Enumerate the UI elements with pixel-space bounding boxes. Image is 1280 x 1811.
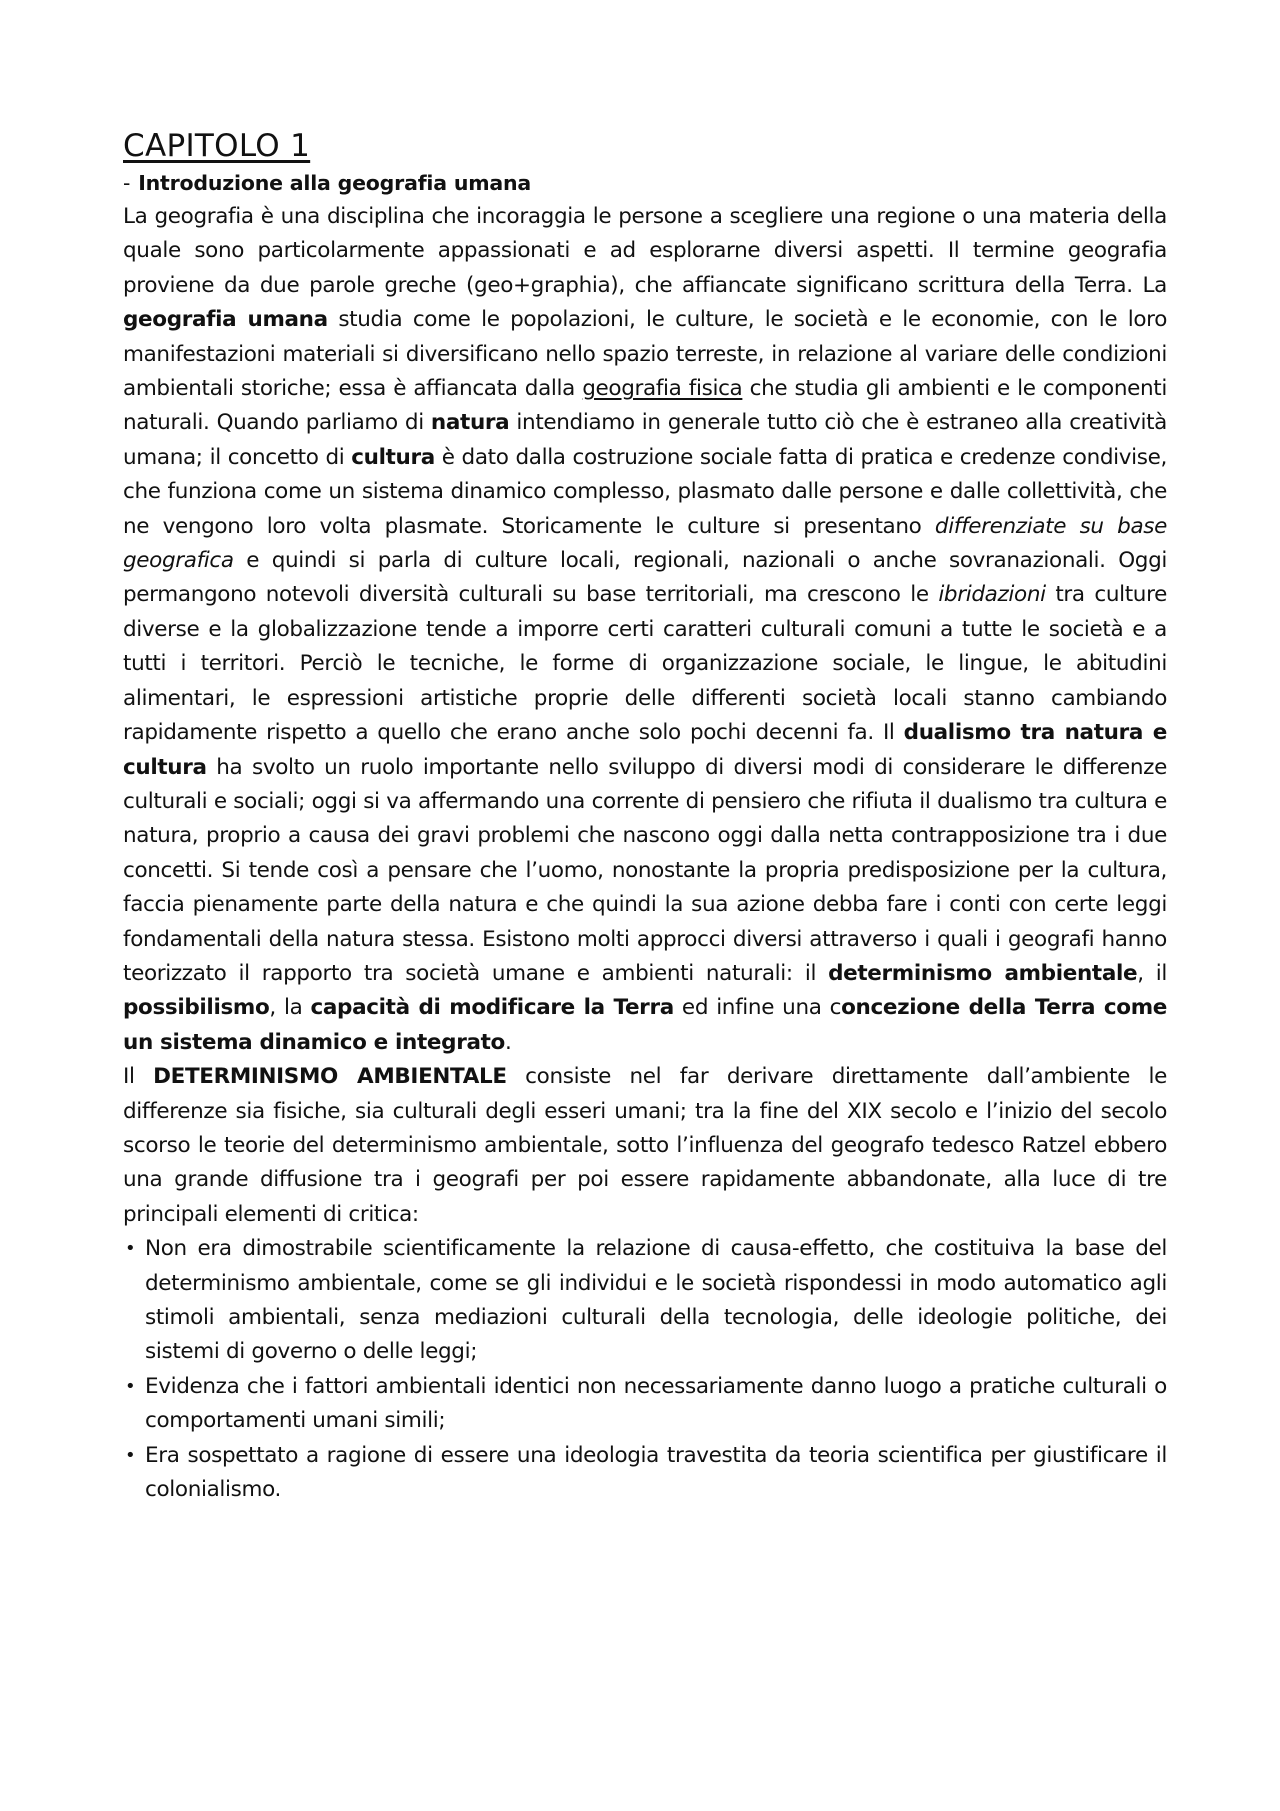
section-heading-text: Introduzione alla geografia umana (138, 171, 532, 195)
text-run: ha svolto un ruolo importante nello sviluppo di diversi modi di considerare le differenze culturali e sociali; oggi si va affermando una corrente di pensiero che rifiuta il dualismo tra cultura e natura, proprio a causa dei gravi problemi che nascono oggi dalla netta contrapposizione tra i due concetti. Si tende così a pensare che l’uomo, nonostante la propria predisposizione per la cultura, faccia pienamente parte della natura e che quindi la sua azione debba fare i conti con certe leggi fondamentali della natura stessa. Esistono molti approcci diversi attraverso i quali i geografi hanno teorizzato il rapporto tra società umane e ambienti naturali: il (123, 754, 1167, 986)
list-item-text: Era sospettato a ragione di essere una ideologia travestita da teoria scientifica per giustificare il colonialismo. (145, 1442, 1167, 1503)
section-heading (123, 166, 1167, 200)
text-run: , la (269, 995, 311, 1021)
list-item-text: Evidenza che i fattori ambientali identici non necessariamente danno luogo a pratiche culturali o comportamenti umani simili; (145, 1373, 1167, 1434)
bold-term-concezione: oncezione della Terra come un sistema dinamico e integrato (123, 995, 1167, 1055)
list-item (123, 1232, 1167, 1370)
text-run: che studia gli ambienti e le componenti naturali. Quando parliamo di (123, 376, 1167, 436)
list-item-text: Non era dimostrabile scientificamente la relazione di causa-effetto, che costituiva la base del determinismo ambientale, come se gli individui e le società rispondessi in modo automatico agli stimoli ambientali, senza mediazioni culturali della tecnologia, delle ideologie politiche, dei sistemi di governo o delle leggi; (145, 1236, 1167, 1365)
text-run: consiste nel far derivare direttamente dall’ambiente le differenze sia fisiche, sia culturali degli esseri umani; tra la fine del XIX secolo e l’inizio del secolo scorso le teorie del determinismo ambientale, sotto l’influenza del geografo tedesco Ratzel ebbero una grande diffusione tra i geografi per poi essere rapidamente abbandonate, alla luce di tre principali elementi di critica: (123, 1064, 1168, 1227)
text-run: e quindi si parla di culture locali, regionali, nazionali o anche sovranazionali. Oggi permangono notevoli diversità culturali su base territoriali, ma crescono le (123, 548, 1167, 608)
list-item (123, 1370, 1167, 1439)
text-run: è dato dalla costruzione sociale fatta di pratica e credenze condivise, che funziona come un sistema dinamico complesso, plasmato dalle persone e dalle collettività, che ne vengono loro volta plasmate. Storicamente le culture si presentano (123, 444, 1167, 539)
underlined-term-geografia-fisica: geografia fisica (582, 376, 743, 402)
page-content (123, 126, 1167, 1507)
bold-term-cultura: cultura (351, 444, 435, 470)
text-run: intendiamo in generale tutto ciò che è estraneo alla creatività umana; il concetto di (123, 410, 1167, 470)
critique-list (123, 1232, 1167, 1507)
text-run: tra culture diverse e la globalizzazione tende a imporre certi caratteri culturali comuni a tutte le società e a tutti i territori. Perciò le tecniche, le forme di organizzazione sociale, le lingue, le abitudini alimentari, le espressioni artistiche proprie delle differenti società locali stanno cambiando rapidamente rispetto a quello che erano anche solo pochi decenni fa. Il (123, 582, 1167, 746)
bold-term-geografia-umana: geografia umana (123, 307, 328, 333)
text-run: studia come le popolazioni, le culture, le società e le economie, con le loro manifestazioni materiali si diversificano nello spazio terreste, in relazione al variare delle condizioni ambientali storiche; essa è affiancata dalla (123, 307, 1167, 402)
bold-term-dualismo: dualismo tra natura e cultura (123, 720, 1167, 780)
text-run: La geografia è una disciplina che incoraggia le persone a scegliere una regione o una materia della quale sono particolarmente appassionati e ad esplorarne diversi aspetti. Il termine geografia proviene da due parole greche (geo+graphia), che affiancate significano scrittura della Terra. La (123, 204, 1167, 298)
chapter-title: CAPITOLO 1 (123, 128, 311, 164)
list-item (123, 1439, 1167, 1508)
bold-term-natura: natura (430, 410, 510, 436)
bold-term-possibilismo: possibilismo (123, 995, 270, 1021)
bold-term-determinismo: determinismo ambientale (828, 960, 1138, 986)
bullet-icon: • (125, 1375, 136, 1397)
text-run: Il (123, 1064, 154, 1090)
bullet-icon: • (125, 1238, 136, 1260)
bullet-icon: • (125, 1444, 136, 1466)
paragraph-determinismo (123, 1060, 1167, 1232)
bold-term-capacita: capacità di modificare la Terra (310, 995, 674, 1021)
text-run: ed infine una c (673, 995, 842, 1021)
paragraph-intro (123, 200, 1167, 1060)
text-run: . (504, 1029, 512, 1055)
text-run: , il (1137, 960, 1168, 986)
heading-dash: - (123, 171, 131, 195)
italic-term-differenziate: differenziate su base geografica (123, 513, 1167, 574)
italic-term-ibridazioni: ibridazioni (938, 582, 1046, 608)
bold-term-determinismo-ambientale: DETERMINISMO AMBIENTALE (153, 1064, 507, 1090)
